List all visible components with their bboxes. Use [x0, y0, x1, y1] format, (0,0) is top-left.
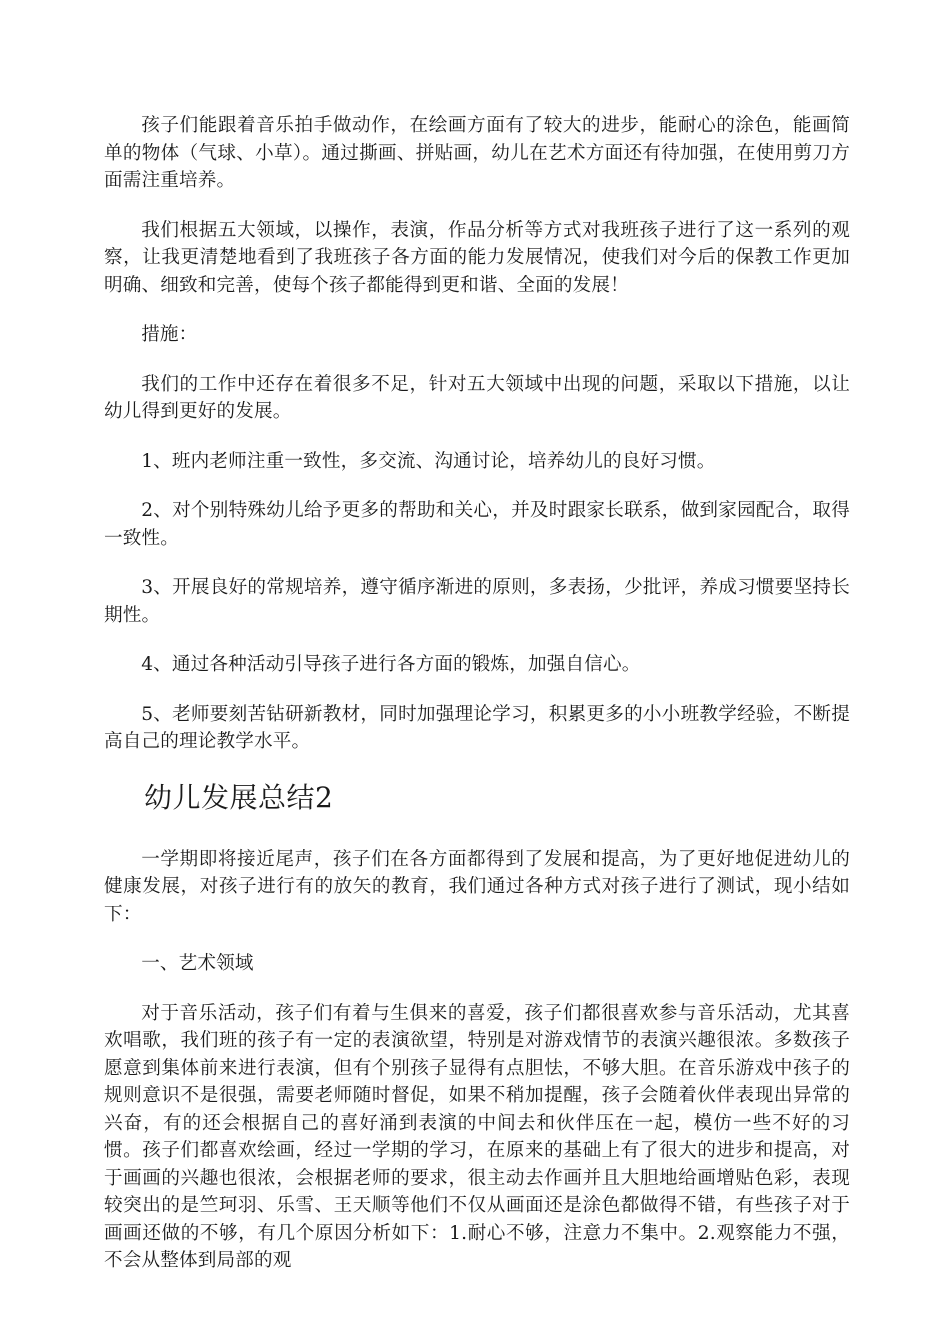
measures-label: 措施：	[141, 324, 198, 345]
list-item: 4、通过各种活动引导孩子进行各方面的锻炼，加强自信心。	[141, 654, 641, 675]
paragraph: 我们的工作中还存在着很多不足，针对五大领域中出现的问题，采取以下措施，以让幼儿得到更好的发展。	[104, 373, 850, 422]
list-item: 3、开展良好的常规培养，遵守循序渐进的原则，多表扬，少批评，养成习惯要坚持长期性。	[104, 577, 850, 626]
list-item: 2、对个别特殊幼儿给予更多的帮助和关心，并及时跟家长联系，做到家园配合，取得一致性。	[104, 500, 850, 549]
list-item: 1、班内老师注重一致性，多交流、沟通讨论，培养幼儿的良好习惯。	[141, 450, 716, 472]
paragraph: 一学期即将接近尾声，孩子们在各方面都得到了发展和提高，为了更好地促进幼儿的健康发展，对孩子进行有的放矢的教育，我们通过各种方式对孩子进行了测试，现小结如下：	[104, 848, 850, 925]
list-item: 5、老师要刻苦钻研新教材，同时加强理论学习，积累更多的小小班教学经验，不断提高自己的理论教学水平。	[104, 703, 850, 752]
paragraph: 我们根据五大领域，以操作，表演，作品分析等方式对我班孩子进行了这一系列的观察，让我更清楚地看到了我班孩子各方面的能力发展情况，使我们对今后的保教工作更加明确、细致和完善，使每个孩子都能得到更和谐、全面的发展！	[104, 219, 850, 296]
subsection-title: 一、艺术领域	[141, 953, 254, 974]
section-title: 幼儿发展总结2	[144, 780, 334, 814]
paragraph: 孩子们能跟着音乐拍手做动作，在绘画方面有了较大的进步，能耐心的涂色，能画简单的物体（气球、小草）。通过撕画、拼贴画，幼儿在艺术方面还有待加强，在使用剪刀方面需注重培养。	[104, 115, 850, 191]
document-page	[104, 112, 850, 1297]
paragraph: 对于音乐活动，孩子们有着与生俱来的喜爱，孩子们都很喜欢参与音乐活动，尤其喜欢唱歌，我们班的孩子有一定的表演欲望，特别是对游戏情节的表演兴趣很浓。多数孩子愿意到集体前来进行表演，但有个别孩子显得有点胆怯，不够大胆。在音乐游戏中孩子的规则意识不是很强，需要老师随时督促，如果不稍加提醒，孩子会随着伙伴表现出异常的兴奋，有的还会根据自己的喜好涌到表演的中间去和伙伴压在一起，模仿一些不好的习惯。孩子们都喜欢绘画，经过一学期的学习，在原来的基础上有了很大的进步和提高，对于画画的兴趣也很浓，会根据老师的要求，很主动去作画并且大胆地给画增贴色彩，表现较突出的是竺珂羽、乐雪、王天顺等他们不仅从画面还是涂色都做得不错，有些孩子对于画画还做的不够，有几个原因分析如下：1.耐心不够，注意力不集中。2.观察能力不强，不会从整体到局部的观	[104, 1002, 850, 1271]
